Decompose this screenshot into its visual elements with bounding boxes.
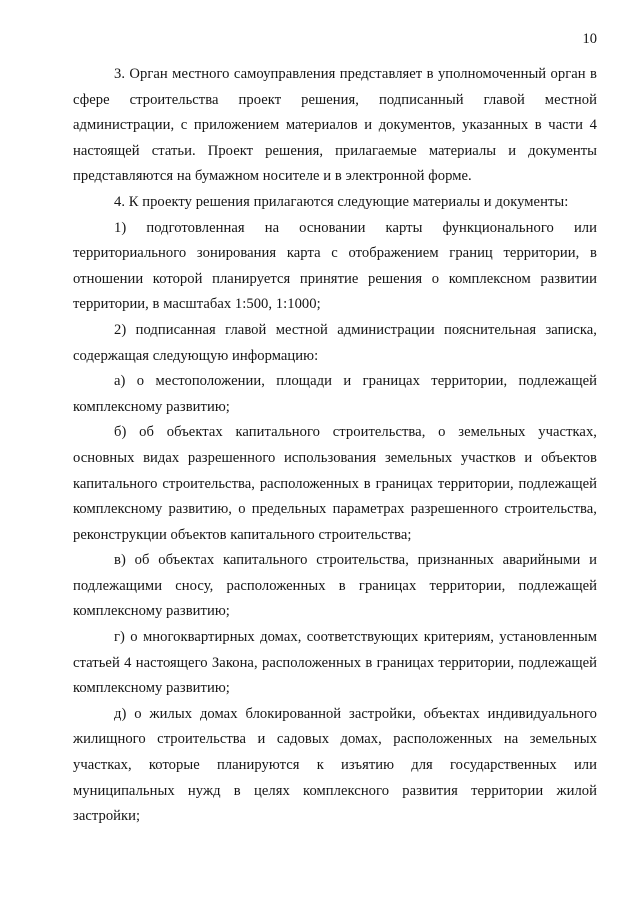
paragraph-subitem-g: г) о многоквартирных домах, соответствующих критериям, установленным статьей 4 настоящего Закона, расположенных в границах территории, подлежащей комплексному развитию; <box>73 629 597 697</box>
paragraph-subitem-a: а) о местоположении, площади и границах территории, подлежащей комплексному развитию; <box>73 373 597 415</box>
paragraph-subitem-d: д) о жилых домах блокированной застройки, объектах индивидуального жилищного строительства и садовых домах, расположенных на земельных участках, которые планируются к изъятию для государственных или муниципальных нужд в целях комплексного развития территории жилой застройки; <box>73 705 597 825</box>
paragraph-part-3: 3. Орган местного самоуправления представляет в уполномоченный орган в сфере строительства проект решения, подписанный главой местной администрации, с приложением материалов и документов, указанных в части 4 настоящей статьи. Проект решения, прилагаемые материалы и документы представляются на бумажном носителе и в электронной форме. <box>73 66 597 185</box>
document-body <box>73 62 597 830</box>
paragraph-part-4-intro: 4. К проекту решения прилагаются следующие материалы и документы: <box>114 193 569 210</box>
paragraph-subitem-b: б) об объектах капитального строительства, о земельных участках, основных видах разрешенного использования земельных участков и объектов капитального строительства, расположенных в границах территории, подлежащей комплексному развитию, о предельных параметрах разрешенного строительства, реконструкции объектов капитального строительства; <box>73 424 597 543</box>
paragraph-item-2: 2) подписанная главой местной администрации пояснительная записка, содержащая следующую информацию: <box>73 321 597 364</box>
page-number: 10 <box>582 31 597 47</box>
paragraph-item-1: 1) подготовленная на основании карты функционального или территориального зонирования карта с отображением границ территории, в отношении которой планируется принятие решения о комплексном развитии территории, в масштабах 1:500, 1:1000; <box>73 219 597 313</box>
paragraph-subitem-v: в) об объектах капитального строительства, признанных аварийными и подлежащими сносу, расположенных в границах территории, подлежащей комплексному развитию; <box>73 552 597 620</box>
